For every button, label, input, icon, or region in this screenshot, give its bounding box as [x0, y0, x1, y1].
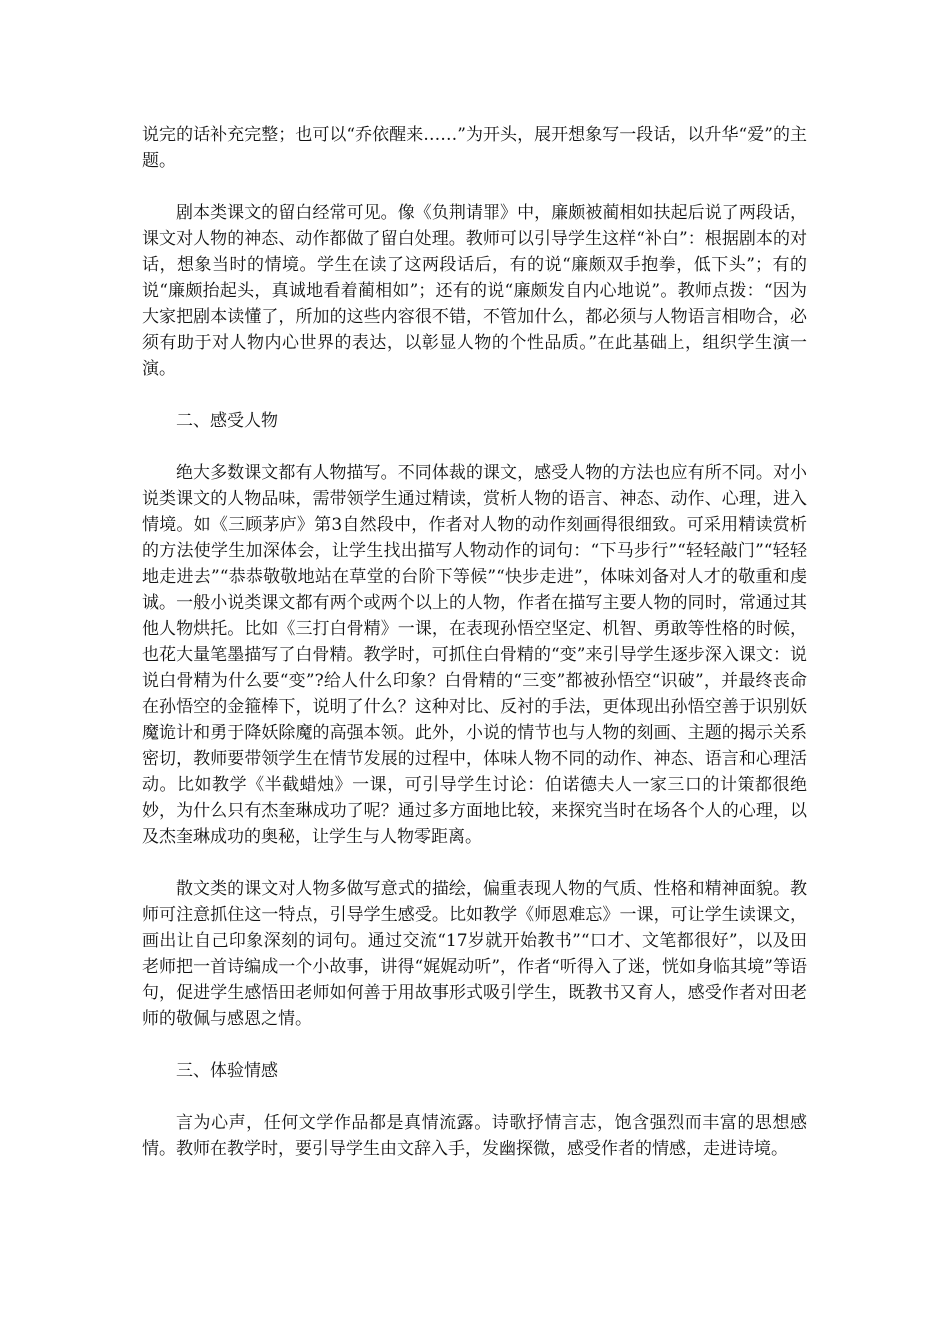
paragraph-gap: [142, 850, 807, 876]
paragraph-poetry-emotion: 言为心声，任何文学作品都是真情流露。诗歌抒情言志，饱含强烈而丰富的思想感情。教师在教学时，要引导学生由文辞入手，发幽探微，感受作者的情感，走进诗境。: [142, 1113, 807, 1159]
paragraph-gap: [142, 1084, 807, 1110]
section-heading-feel-characters: 二、感受人物: [176, 411, 278, 431]
paragraph-prose-characters: 散文类的课文对人物多做写意式的描绘，偏重表现人物的气质、性格和精神面貌。教师可注意抓住这一特点，引导学生感受。比如教学《师恩难忘》一课，可让学生读课文，画出让自己印象深刻的词句。通过交流“17岁就开始教书”“口才、文笔都很好”，以及田老师把一首诗编成一个小故事，讲得“娓娓动听”，作者“听得入了迷，恍如身临其境”等语句，促进学生感悟田老师如何善于用故事形式吸引学生，既教书又育人，感受作者对田老师的敬佩与感恩之情。: [142, 879, 807, 1029]
paragraph-continued: 说完的话补充完整；也可以“乔依醒来……”为开头，展开想象写一段话，以升华“爱”的主题。: [142, 125, 807, 171]
paragraph-gap: [142, 434, 807, 460]
section-heading-experience-emotion: 三、体验情感: [176, 1061, 278, 1081]
paragraph-gap: [142, 382, 807, 408]
paragraph-gap: [142, 174, 807, 200]
paragraph-script-blanks: 剧本类课文的留白经常可见。像《负荆请罪》中，廉颇被蔺相如扶起后说了两段话，课文对人物的神态、动作都做了留白处理。教师可以引导学生这样“补白”：根据剧本的对话，想象当时的情境。学生在读了这两段话后，有的说“廉颇双手抱拳，低下头”；有的说“廉颇抬起头，真诚地看着蔺相如”；还有的说“廉颇发自内心地说”。教师点拨：“因为大家把剧本读懂了，所加的这些内容很不错，不管加什么，都必须与人物语言相吻合，必须有助于对人物内心世界的表达，以彰显人物的个性品质。”在此基础上，组织学生演一演。: [142, 203, 807, 379]
paragraph-gap: [142, 1032, 807, 1058]
paragraph-novel-characters: 绝大多数课文都有人物描写。不同体裁的课文，感受人物的方法也应有所不同。对小说类课文的人物品味，需带领学生通过精读，赏析人物的语言、神态、动作、心理，进入情境。如《三顾茅庐》第3自然段中，作者对人物的动作刻画得很细致。可采用精读赏析的方法使学生加深体会，让学生找出描写人物动作的词句：“下马步行”“轻轻敲门”“轻轻地走进去”“恭恭敬敬地站在草堂的台阶下等候”“快步走进”，体味刘备对人才的敬重和虔诚。一般小说类课文都有两个或两个以上的人物，作者在描写主要人物的同时，常通过其他人物烘托。比如《三打白骨精》一课，在表现孙悟空坚定、机智、勇敢等性格的时候，也花大量笔墨描写了白骨精。教学时，可抓住白骨精的“变”来引导学生逐步深入课文：说说白骨精为什么要“变”?给人什么印象？白骨精的“三变”都被孙悟空“识破”，并最终丧命在孙悟空的金箍棒下，说明了什么？这种对比、反衬的手法，更体现出孙悟空善于识别妖魔诡计和勇于降妖除魔的高强本领。此外，小说的情节也与人物的刻画、主题的揭示关系密切，教师要带领学生在情节发展的过程中，体味人物不同的动作、神态、语言和心理活动。比如教学《半截蜡烛》一课，可引导学生讨论：伯诺德夫人一家三口的计策都很绝妙，为什么只有杰奎琳成功了呢？通过多方面地比较，来探究当时在场各个人的心理，以及杰奎琳成功的奥秘，让学生与人物零距离。: [142, 463, 807, 847]
document-page: [142, 122, 807, 1162]
